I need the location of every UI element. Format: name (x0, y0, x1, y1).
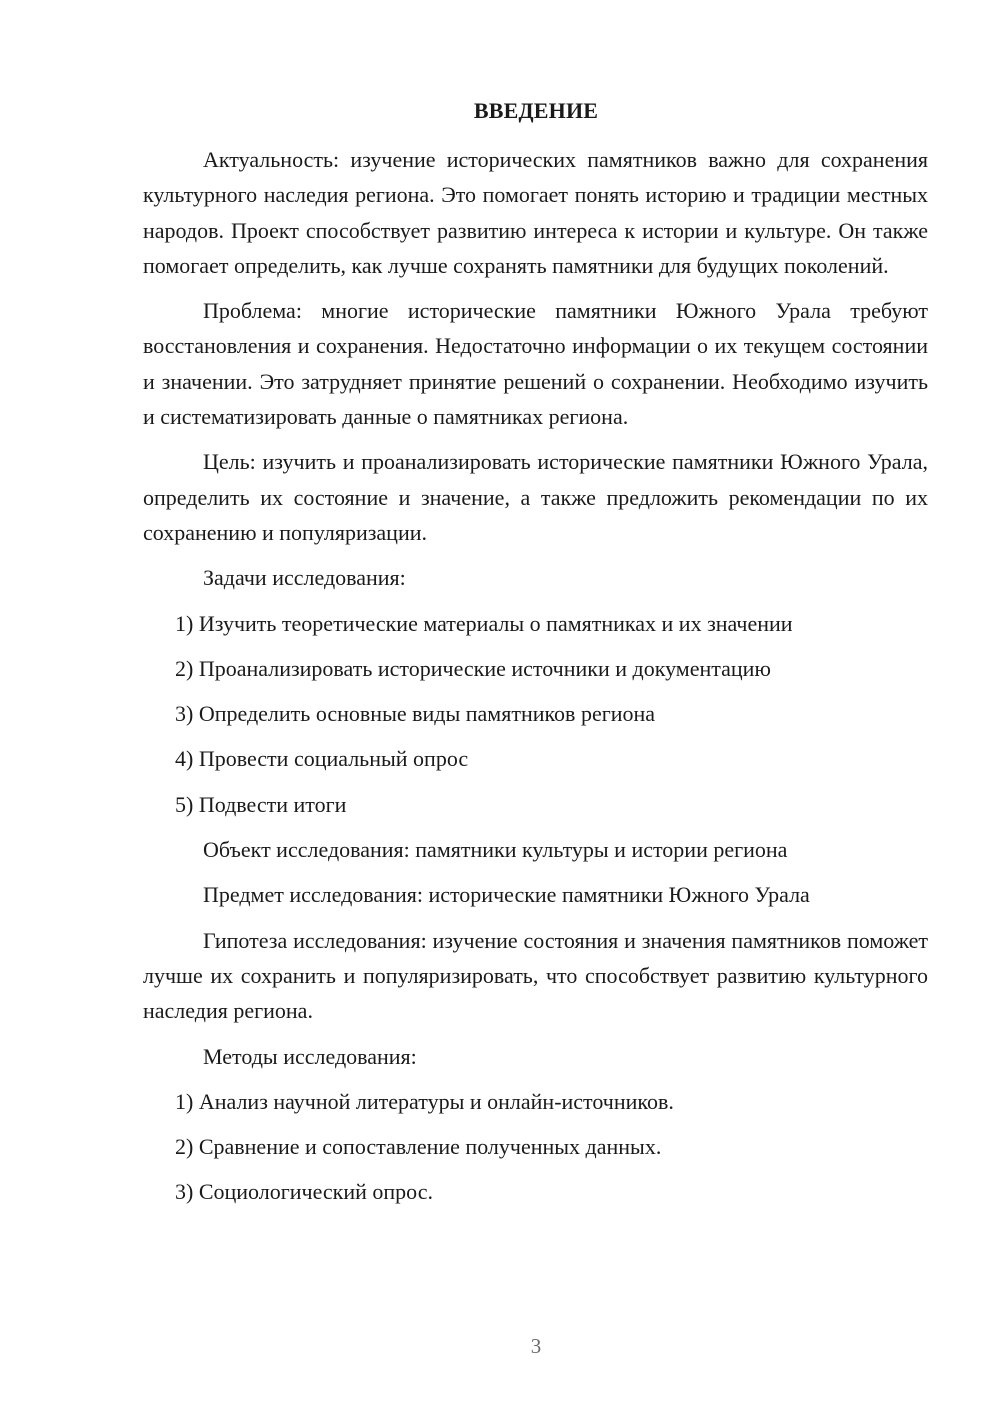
introduction-body (143, 142, 928, 1210)
methods-list (143, 1084, 928, 1210)
list-item: 2) Сравнение и сопоставление полученных данных. (175, 1134, 662, 1160)
list-item: 5) Подвести итоги (175, 791, 347, 817)
subject-paragraph: Предмет исследования: исторические памятники Южного Урала (203, 882, 810, 908)
tasks-list (143, 606, 928, 822)
relevance-paragraph: Актуальность: изучение исторических памятников важно для сохранения культурного наследия региона. Это помогает понять историю и традиции местных народов. Проект способствует развитию интереса к истории и культуре. Он также помогает определить, как лучше сохранять памятники для будущих поколений. (143, 147, 928, 278)
section-title: ВВЕДЕНИЕ (473, 98, 599, 123)
list-item: 1) Изучить теоретические материалы о памятниках и их значении (175, 610, 793, 636)
list-item: 4) Провести социальный опрос (175, 746, 469, 772)
list-item: 1) Анализ научной литературы и онлайн-источников. (175, 1088, 674, 1114)
goal-paragraph: Цель: изучить и проанализировать исторические памятники Южного Урала, определить их состояние и значение, а также предложить рекомендации по их сохранению и популяризации. (143, 449, 928, 545)
list-item: 3) Социологический опрос. (175, 1179, 433, 1205)
list-item: 2) Проанализировать исторические источники и документацию (175, 655, 771, 681)
tasks-heading: Задачи исследования: (203, 565, 406, 591)
page-number: 3 (530, 1334, 542, 1358)
problem-paragraph: Проблема: многие исторические памятники Южного Урала требуют восстановления и сохранения. Недостаточно информации о их текущем состоянии и значении. Это затрудняет принятие решений о сохранении. Необходимо изучить и систематизировать данные о памятниках региона. (143, 298, 928, 430)
object-paragraph: Объект исследования: памятники культуры и истории региона (203, 837, 788, 863)
hypothesis-paragraph: Гипотеза исследования: изучение состояния и значения памятников поможет лучше их сохранить и популяризировать, что способствует развитию культурного наследия региона. (143, 927, 928, 1024)
list-item: 3) Определить основные виды памятников региона (175, 701, 656, 727)
methods-heading: Методы исследования: (203, 1043, 417, 1069)
